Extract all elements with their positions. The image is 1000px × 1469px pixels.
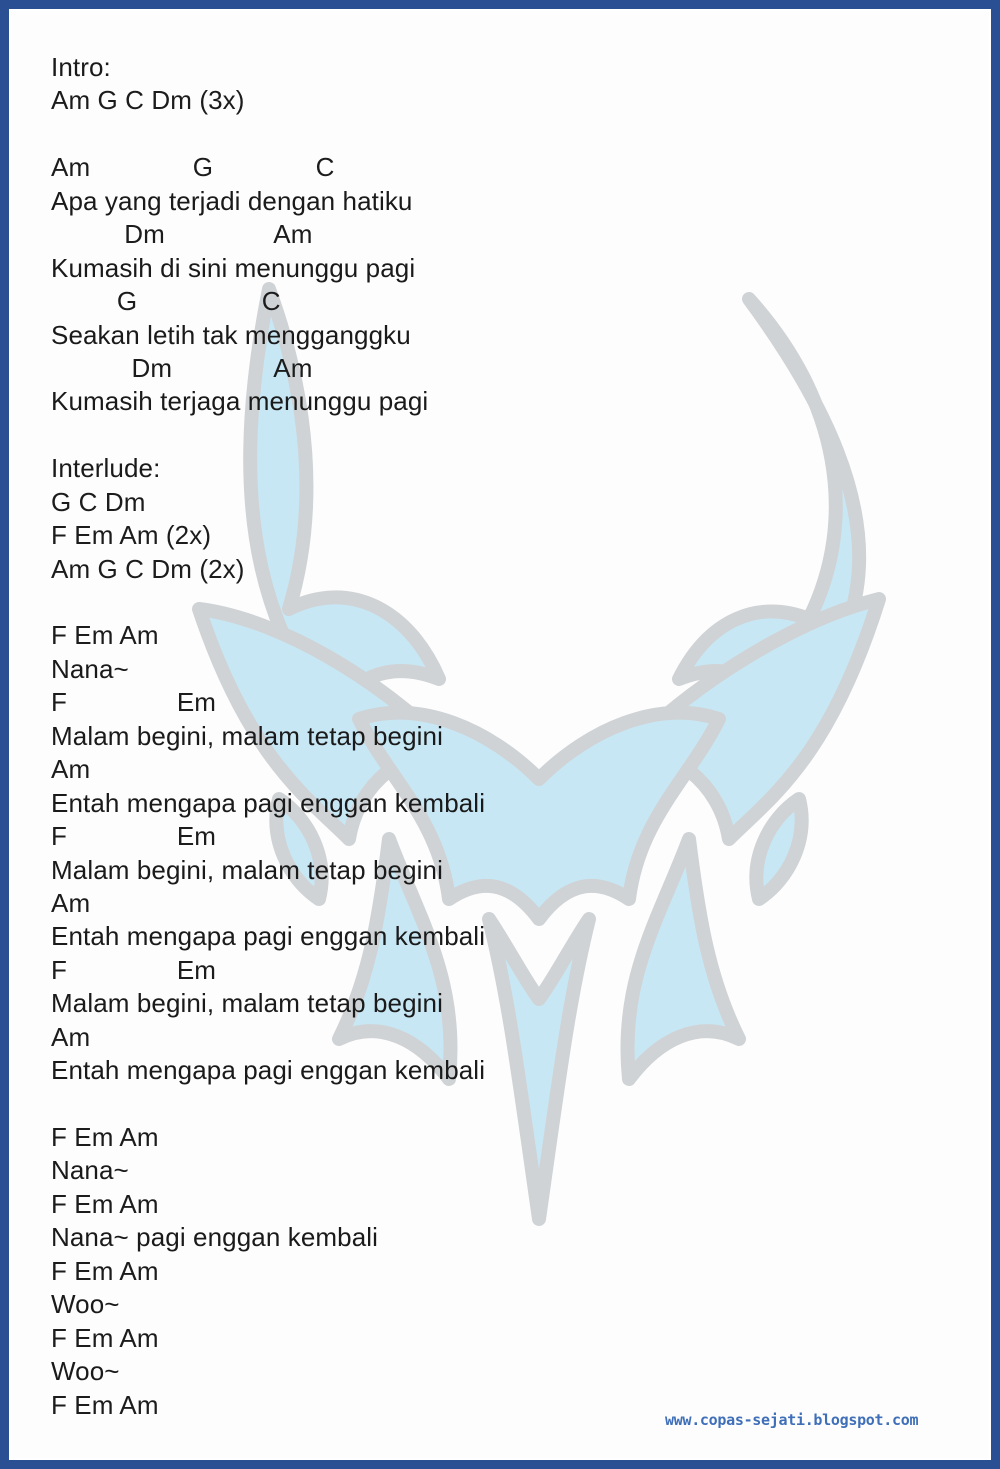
lyric-line: Malam begini, malam tetap begini [51, 988, 443, 1019]
chord-line: Dm Am [51, 352, 313, 383]
section-label: Interlude: [51, 453, 161, 484]
lyric-line: Malam begini, malam tetap begini [51, 854, 443, 885]
chord-line: F Em [51, 821, 217, 852]
chord-line: F Em [51, 954, 217, 985]
lyric-line: Kumasih terjaga menunggu pagi [51, 386, 429, 417]
blog-url: www.copas-sejati.blogspot.com [665, 1411, 919, 1429]
lyric-line: Malam begini, malam tetap begini [51, 720, 443, 751]
chord-line: F Em Am [51, 1188, 159, 1219]
chord-line: F Em [51, 687, 217, 718]
chord-line: F Em Am [51, 1389, 159, 1420]
chord-line: Am [51, 887, 91, 918]
lyric-line: Woo~ [51, 1289, 120, 1320]
lyric-line: Apa yang terjadi dengan hatiku [51, 185, 413, 216]
blank-line [51, 586, 485, 619]
chord-line: Am [51, 754, 91, 785]
lyric-line: Nana~ [51, 1155, 129, 1186]
chord-line: F Em Am (2x) [51, 520, 212, 551]
lyric-line: Entah mengapa pagi enggan kembali [51, 1055, 486, 1086]
lyric-line: Woo~ [51, 1356, 120, 1387]
lyrics-block [51, 51, 485, 1422]
chord-line: F Em Am [51, 1322, 159, 1353]
lyric-line: Entah mengapa pagi enggan kembali [51, 787, 486, 818]
lyric-line: Nana~ pagi enggan kembali [51, 1222, 379, 1253]
lyric-line: Kumasih di sini menunggu pagi [51, 252, 416, 283]
lyric-line: Entah mengapa pagi enggan kembali [51, 921, 486, 952]
blank-line [51, 118, 485, 151]
chord-line: Am G C Dm (2x) [51, 553, 245, 584]
chord-line: Am [51, 1021, 91, 1052]
lyric-line: Seakan letih tak mengganggku [51, 319, 411, 350]
chord-line: Dm Am [51, 219, 313, 250]
chord-line: Am G C [51, 152, 335, 183]
blank-line [51, 1088, 485, 1121]
blank-line [51, 419, 485, 452]
chord-line: G C Dm [51, 486, 146, 517]
chord-line: F Em Am [51, 1122, 159, 1152]
chord-line: F Em Am [51, 620, 159, 651]
chord-line: F Em Am [51, 1255, 159, 1286]
chord-line: Am G C Dm (3x) [51, 85, 245, 116]
lyric-line: Nana~ [51, 653, 129, 684]
chord-line: G C [51, 286, 281, 317]
section-label: Intro: [51, 52, 111, 82]
